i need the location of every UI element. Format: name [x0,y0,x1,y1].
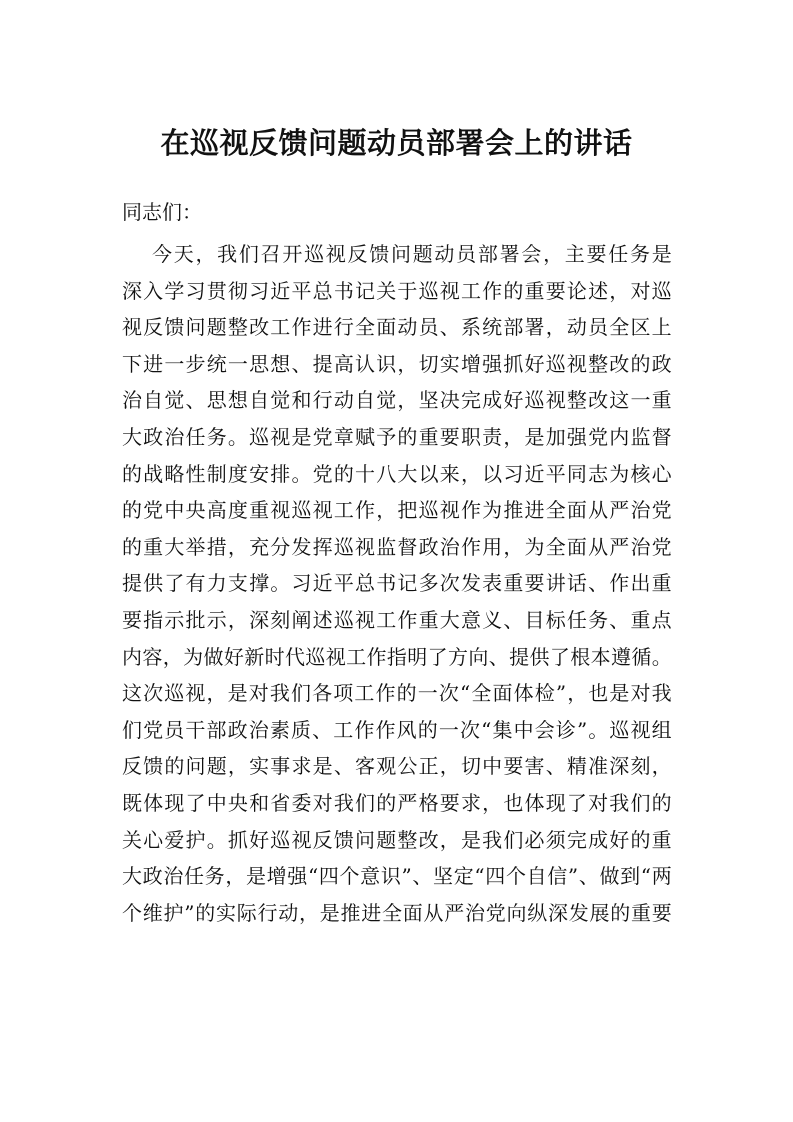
body-line: 的党中央高度重视巡视工作，把巡视作为推进全面从严治党 [122,498,672,523]
salutation: 同志们： [122,200,202,224]
body-line: 的重大举措，充分发挥巡视监督政治作用，为全面从严治党 [122,534,672,559]
body-line: 关心爱护。抓好巡视反馈问题整改，是我们必须完成好的重 [122,827,672,852]
body-line: 反馈的问题，实事求是、客观公正，切中要害、精准深刻， [122,754,672,779]
body-line: 内容，为做好新时代巡视工作指明了方向、提供了根本遵循。 [122,644,672,669]
body-line: 下进一步统一思想、提高认识，切实增强抓好巡视整改的政 [122,351,672,376]
body-line: 要指示批示，深刻阐述巡视工作重大意义、目标任务、重点 [122,607,672,632]
body-line: 治自觉、思想自觉和行动自觉，坚决完成好巡视整改这一重 [122,388,672,413]
body-line: 提供了有力支撑。习近平总书记多次发表重要讲话、作出重 [122,571,672,596]
body-line: 的战略性制度安排。党的十八大以来，以习近平同志为核心 [122,461,672,486]
body-line: 深入学习贯彻习近平总书记关于巡视工作的重要论述，对巡 [122,278,672,303]
body-line: 大政治任务。巡视是党章赋予的重要职责，是加强党内监督 [122,424,672,449]
body-line: 大政治任务，是增强“四个意识”、坚定“四个自信”、做到“两 [122,864,672,889]
body-line: 既体现了中央和省委对我们的严格要求，也体现了对我们的 [122,790,672,815]
document-title: 在巡视反馈问题动员部署会上的讲话 [160,126,633,160]
body-line: 个维护”的实际行动，是推进全面从严治党向纵深发展的重要 [122,900,672,925]
body-line: 们党员干部政治素质、工作作风的一次“集中会诊”。巡视组 [122,717,672,742]
body-paragraph [122,236,672,931]
body-line: 视反馈问题整改工作进行全面动员、系统部署，动员全区上 [122,315,672,340]
body-line: 今天，我们召开巡视反馈问题动员部署会，主要任务是 [152,242,672,266]
body-line: 这次巡视，是对我们各项工作的一次“全面体检”，也是对我 [122,681,672,706]
